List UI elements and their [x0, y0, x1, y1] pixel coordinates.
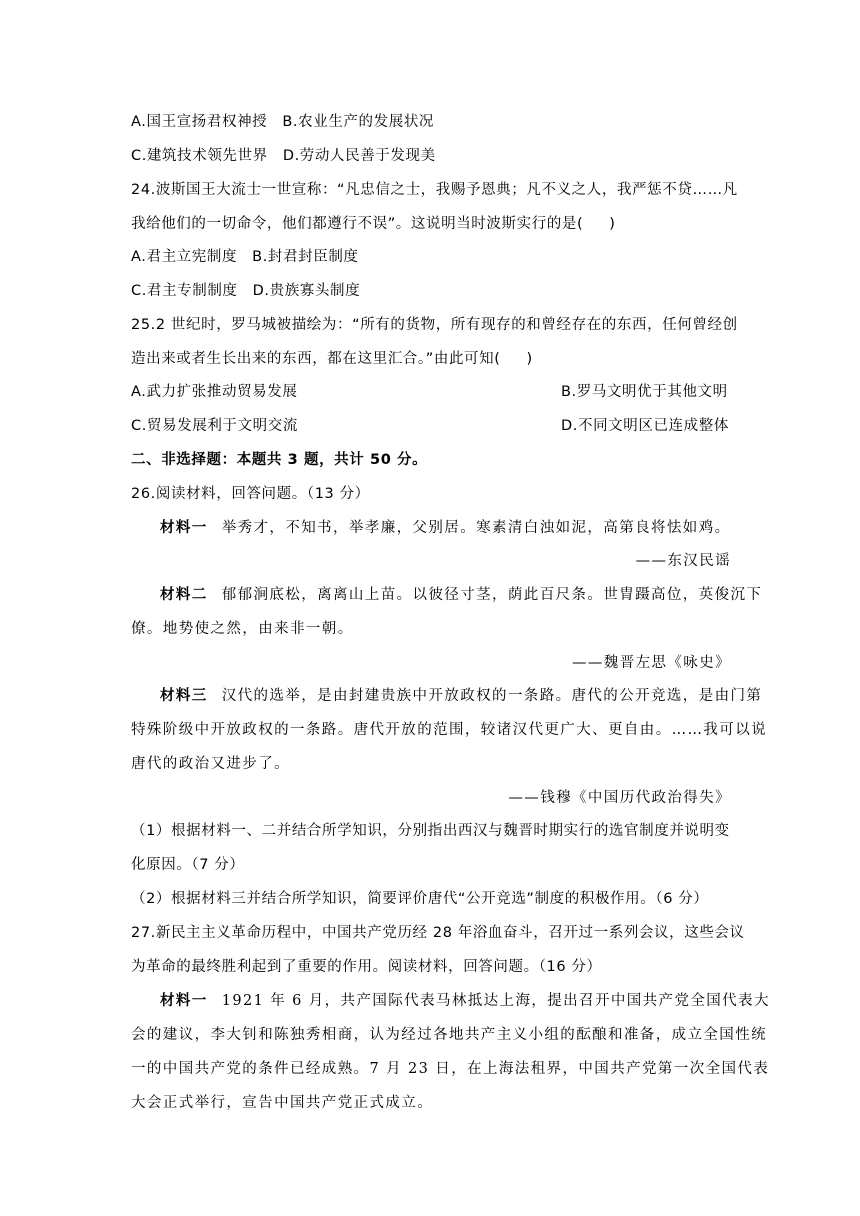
- material-text: 汉代的选举，是由封建贵族中开放政权的一条路。唐代的公开竞选，是由门第: [221, 688, 763, 704]
- material-text: 举秀才，不知书，举孝廉，父别居。寒素清白浊如泥，高第良将怯如鸡。: [221, 520, 731, 536]
- q23-options-row1: A.国王宣扬君权神授 B.农业生产的发展状况: [131, 114, 435, 130]
- q25-stem-line2: [131, 349, 731, 369]
- q25-options-row1: [131, 382, 731, 402]
- q27-stem-line2: 为革命的最终胜利起到了重要的作用。阅读材料，回答问题。（16 分）: [131, 959, 602, 975]
- material-text: 1921 年 6 月，共产国际代表马林抵达上海，提出召开中国共产党全国代表大: [221, 993, 770, 1009]
- material-text: 郁郁涧底松，离离山上苗。以彼径寸茎，荫此百尺条。世胄蹑高位，英俊沉下: [221, 587, 763, 603]
- q25-option-b: B.罗马文明优于其他文明: [561, 384, 728, 400]
- q25-option-a: A.武力扩张推动贸易发展: [131, 384, 298, 400]
- q26-stem: 26.阅读材料，回答问题。（13 分）: [131, 486, 370, 502]
- q26-material-1: [160, 518, 732, 538]
- q25-paren-close: ): [526, 351, 533, 367]
- q24-stem-line2: [131, 214, 731, 234]
- q24-stem-text: 我给他们的一切命令，他们都遵行不误”。这说明当时波斯实行的是(: [131, 216, 584, 232]
- q25-stem-text: 造出来或者生长出来的东西，都在这里汇合。”由此可知(: [131, 351, 501, 367]
- q24-stem-line1: 24.波斯国王大流士一世宣称：“凡忠信之士，我赐予恩典；凡不义之人，我严惩不贷……凡: [131, 182, 738, 198]
- q24-paren-close: ): [609, 216, 616, 232]
- q27-material-1-line4: 大会正式举行，宣告中国共产党正式成立。: [131, 1095, 434, 1111]
- q26-material-2-line2: 僚。地势使之然，由来非一朝。: [131, 621, 354, 637]
- q26-material-3-line1: [160, 686, 763, 706]
- q23-options-row2: C.建筑技术领先世界 D.劳动人民善于发现美: [131, 148, 436, 164]
- q25-option-d: D.不同文明区已连成整体: [561, 418, 729, 434]
- q26-material-2-source: ——魏晋左思《咏史》: [572, 655, 731, 671]
- q27-material-1-line1: [160, 991, 770, 1011]
- q27-stem-line1: 27.新民主主义革命历程中，中国共产党历经 28 年浴血奋斗，召开过一系列会议，这些会议: [131, 925, 745, 941]
- q26-subquestion-1-line1: （1）根据材料一、二并结合所学知识，分别指出西汉与魏晋时期实行的选官制度并说明变: [131, 823, 730, 839]
- q25-stem-line1: 25.2 世纪时，罗马城被描绘为：“所有的货物，所有现存的和曾经存在的东西，任何曾经创: [131, 317, 738, 333]
- section-heading: 二、非选择题：本题共 3 题，共计 50 分。: [131, 452, 428, 468]
- material-label: 材料二: [160, 586, 208, 603]
- q25-option-c: C.贸易发展利于文明交流: [131, 418, 298, 434]
- q26-subquestion-1-line2: 化原因。（7 分）: [131, 857, 245, 873]
- material-label: 材料一: [160, 519, 208, 536]
- q25-options-row2: [131, 416, 731, 436]
- q26-material-2-line1: [160, 585, 763, 605]
- q26-material-3-line2: 特殊阶级中开放政权的一条路。唐代开放的范围，较诸汉代更广大、更自由。……我可以说: [131, 722, 767, 738]
- q27-material-1-line3: 一的中国共产党的条件已经成熟。7 月 23 日，在上海法租界，中国共产党第一次全国代表: [131, 1061, 770, 1077]
- q24-options-row2: C.君主专制制度 D.贵族寡头制度: [131, 283, 361, 299]
- q26-material-3-line3: 唐代的政治又进步了。: [131, 756, 290, 772]
- q24-options-row1: A.君主立宪制度 B.封君封臣制度: [131, 249, 359, 265]
- material-label: 材料一: [160, 992, 208, 1009]
- q27-material-1-line2: 会的建议，李大钊和陈独秀相商，认为经过各地共产主义小组的酝酿和准备，成立全国性统: [131, 1027, 767, 1043]
- q26-material-1-source: ——东汉民谣: [635, 553, 731, 569]
- material-label: 材料三: [160, 687, 208, 704]
- q26-subquestion-2: （2）根据材料三并结合所学知识，简要评价唐代“公开竞选”制度的积极作用。（6 分）: [131, 891, 709, 907]
- q26-material-3-source: ——钱穆《中国历代政治得失》: [508, 790, 731, 806]
